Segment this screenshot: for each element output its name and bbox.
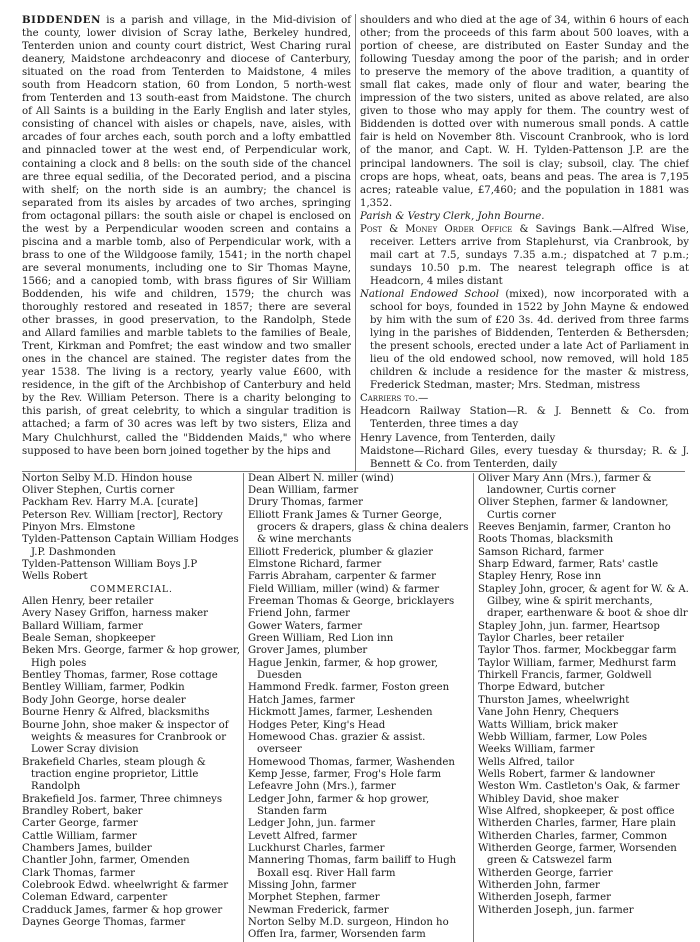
post-office-paragraph xyxy=(360,223,689,288)
directory-entry: Newman Frederick, farmer xyxy=(248,904,389,916)
directory-entry: Body John George, horse dealer xyxy=(22,694,186,706)
directory-entry: Drury Thomas, farmer xyxy=(248,497,363,509)
directory-entry: Witherden George, farmer, Worsenden green & Catswezel farm xyxy=(478,842,677,867)
directory-entry: Cradduck James, farmer & hop grower xyxy=(22,904,223,916)
carriers-heading: Carriers to.— xyxy=(360,393,429,405)
directory-entry: Beale Seman, shopkeeper xyxy=(22,633,156,645)
directory-entry: Allen Henry, beer retailer xyxy=(22,596,154,608)
directory-entry: Grover James, plumber xyxy=(248,645,368,657)
directory-entry: Watts William, brick maker xyxy=(478,719,618,731)
directory-entry: Coleman Edward, carpenter xyxy=(22,892,168,904)
directory-entry: Brakefield Jos. farmer, Three chimneys xyxy=(22,793,223,805)
directory-entry: Mannering Thomas, farm bailiff to Hugh Boxall esq. River Hall farm xyxy=(248,855,457,879)
directory-entry: Homewood Thomas, farmer, Washenden xyxy=(248,756,455,768)
directory-entry: Ledger John, farmer & hop grower, Standen farm xyxy=(248,793,430,817)
directory-entry: Chambers James, builder xyxy=(22,842,152,854)
directory-entry: Kemp Jesse, farmer, Frog's Hole farm xyxy=(248,768,442,780)
directory-entry: Hatch James, farmer xyxy=(248,694,355,706)
directory-entry: Hodges Peter, King's Head xyxy=(248,719,386,731)
directory-entry: Morphet Stephen, farmer xyxy=(248,892,380,904)
directory-entry: Wells Alfred, tailor xyxy=(478,756,575,768)
directory-entry: Peterson Rev. William [rector], Rectory xyxy=(22,509,223,521)
directory-entry: Cattle William, farmer xyxy=(22,830,137,842)
directory-entry: Field William, miller (wind) & farmer xyxy=(248,583,440,595)
directory-entry: Luckhurst Charles, farmer xyxy=(248,842,385,854)
directory-entry: Wise Alfred, shopkeeper, & post office xyxy=(478,805,675,817)
school-text: (mixed), now incorporated with a school for boys, founded in 1522 by John Mayne & endowed by him with the sum of £20 3s. 4d. derived from three farms lying in the parishes of Biddenden, Tenterden & Bethersden; the present schools, erected under a late Act of Parliament in lieu of the old endowed school, now removed, will hold 185 children & include a residence for the master & mistress, Frederick Stedman, master; Mrs. Stedman, mistress xyxy=(370,288,689,392)
directory-entry: Chantler John, farmer, Omenden xyxy=(22,855,190,867)
directory-entry: Vane John Henry, Chequers xyxy=(478,707,619,719)
directory-entry: Oliver Stephen, Curtis corner xyxy=(22,484,175,496)
directory-entry: Whibley David, shoe maker xyxy=(478,793,619,805)
directory-entry: Hague Jenkin, farmer, & hop grower, Duesden xyxy=(248,657,438,682)
directory-column-1 xyxy=(22,473,243,942)
directory-entry: Webb William, farmer, Low Poles xyxy=(478,731,648,743)
directory-entry: Brakefield Charles, steam plough & traction engine proprietor, Little Randolph xyxy=(22,756,206,793)
parish-name: BIDDENDEN xyxy=(22,14,101,26)
directory-entry: Dean Albert N. miller (wind) xyxy=(248,472,394,484)
directory-entry: Green William, Red Lion inn xyxy=(248,633,394,645)
directory-column-3 xyxy=(473,473,690,942)
directory-entry: Levett Alfred, farmer xyxy=(248,830,357,842)
directory-entry: Brandley Robert, baker xyxy=(22,805,143,817)
residents-directory xyxy=(22,472,689,942)
directory-entry: Witherden Charles, farmer, Hare plain xyxy=(478,818,676,830)
directory-entry: Taylor William, farmer, Medhurst farm xyxy=(478,657,677,669)
directory-entry: Thirkell Francis, farmer, Goldwell xyxy=(478,670,652,682)
directory-entry: Stapley John, jun. farmer, Heartsop xyxy=(478,620,660,632)
directory-entry: Witherden Charles, farmer, Common xyxy=(478,830,668,842)
directory-entry: Bourne John, shoe maker & inspector of weights & measures for Cranbrook or Lower Scray division xyxy=(22,719,229,756)
directory-entry: Witherden Joseph, jun. farmer xyxy=(478,904,634,916)
carrier-line: Henry Lavence, from Tenterden, daily xyxy=(360,432,556,444)
directory-entry: Norton Selby M.D. Hindon house xyxy=(22,472,193,484)
school-heading: National Endowed School xyxy=(360,288,499,300)
directory-entry: Sharp Edward, farmer, Rats' castle xyxy=(478,559,659,571)
directory-entry: Bentley Thomas, farmer, Rose cottage xyxy=(22,670,218,682)
directory-entry: Freeman Thomas & George, bricklayers xyxy=(248,596,455,608)
directory-entry: Clark Thomas, farmer xyxy=(22,867,135,879)
section-heading-commercial: COMMERCIAL. xyxy=(90,584,173,595)
directory-entry: Oliver Stephen, farmer & landowner, Curtis corner xyxy=(478,497,669,521)
directory-entry: Pinyon Mrs. Elmstone xyxy=(22,522,136,534)
description-right-column xyxy=(355,14,689,471)
directory-entry: Avery Nasey Griffon, harness maker xyxy=(22,608,208,620)
directory-entry: Stapley Henry, Rose inn xyxy=(478,571,602,583)
parish-clerk: Parish & Vestry Clerk, John Bourne. xyxy=(360,210,545,222)
carrier-line: Maidstone—Richard Giles, every tuesday & thursday; R. & J. Bennett & Co. from Tenterden, daily xyxy=(360,445,689,470)
directory-entry: Farris Abraham, carpenter & farmer xyxy=(248,571,436,583)
directory-entry: Elliott Frank James & Turner George, grocers & drapers, glass & china dealers & wine merchants xyxy=(248,509,469,546)
directory-entry: Dean William, farmer xyxy=(248,484,359,496)
parish-intro: is a parish and village, in the Mid-division of the county, lower division of Scray lathe, Berkeley hundred, Tenterden union and county court district, West Charing rural deanery, Maidstone archdeaconry and diocese of Canterbury, situated on the road from Tenterden to Maidstone, 4 miles south from Headcorn station, 60 from London, 5 north-west from Tenterden and 13 south-east from Maidstone. The church of All Saints is a building in the Early English and later styles, consisting of chancel with aisles or chapels, nave, aisles, with arcades of four arches each, south porch and a lofty embattled and pinnacled tower at the west end, of Perpendicular work, containing a clock and 8 bells: on the south side of the chancel are three equal sedilia, of the Decorated period, and a piscina with shelf; on the north side is an aumbry; the chancel is separated from its aisles by arcades of two arches, springing from octagonal pillars: the south aisle or chapel is enclosed on the west by a Perpendicular wooden screen and contains a piscina and a marble tomb, also of Perpendicular work, with a brass to one of the Wildgoose family, 1541; in the north chapel are several monuments, including one to Sir Thomas Mayne, 1566; and a canopied tomb, with brass figures of Sir William Boddenden, his wife and children, 1579; the church was thoroughly restored and reseated in 1857; there are several other brasses, in good preservation, to the Randolph, Stede and Allard families and marble tablets to the families of Beale, Trent, Kirkman and Pomfret; the east window and two smaller ones in the chancel are stained. The register dates from the year 1538. The living is a rectory, yearly value £600, with residence, in the gift of the Archbishop of Canterbury and held by the Rev. William Peterson. There is a charity belonging to this parish, of great celebrity, to which a singular tradition is attached; a farm of 30 acres was left by two sisters, Eliza and Mary Chulchhurst, called the "Biddenden Maids," who where supposed to have been born joined together by the hips and xyxy=(22,15,352,457)
directory-entry: Wells Robert, farmer & landowner xyxy=(478,768,655,780)
directory-entry: Thorpe Edward, butcher xyxy=(478,682,605,694)
directory-entry: Witherden Joseph, farmer xyxy=(478,892,611,904)
directory-entry: Stapley John, grocer, & agent for W. & A. Gilbey, wine & spirit merchants, draper, earthenware & boot & shoe dlr xyxy=(478,583,689,620)
directory-entry: Wells Robert xyxy=(22,571,88,583)
directory-entry: Hammond Fredk. farmer, Foston green xyxy=(248,682,450,694)
section-divider xyxy=(22,471,685,472)
directory-entry: Witherden John, farmer xyxy=(478,879,600,891)
directory-entry: Samson Richard, farmer xyxy=(478,546,604,558)
directory-entry: Bentley William, farmer, Podkin xyxy=(22,682,185,694)
post-office-heading: Post & Money Order Office xyxy=(360,223,513,235)
directory-entry: Taylor Charles, beer retailer xyxy=(478,633,624,645)
directory-entry: Witherden George, farrier xyxy=(478,867,613,879)
directory-entry: Daynes George Thomas, farmer xyxy=(22,917,186,929)
directory-column-2 xyxy=(243,473,473,942)
directory-entry: Elliott Frederick, plumber & glazier xyxy=(248,546,433,558)
directory-entry: Hickmott James, farmer, Leshenden xyxy=(248,707,433,719)
directory-entry: Elmstone Richard, farmer xyxy=(248,559,382,571)
directory-entry: Beken Mrs. George, farmer & hop grower, High poles xyxy=(22,645,240,669)
directory-entry: Carter George, farmer xyxy=(22,818,138,830)
directory-entry: Gower Waters, farmer xyxy=(248,620,363,632)
directory-entry: Taylor Thos. farmer, Mockbeggar farm xyxy=(478,645,677,657)
directory-entry: Homewood Chas. grazier & assist. overseer xyxy=(248,731,426,756)
parish-continued-text: shoulders and who died at the age of 34, within 6 hours of each other; from the proceeds of this farm about 500 loaves, with a portion of cheese, are distributed on Easter Sunday and the following Tuesday among the poor of the parish; and in order to preserve the memory of the above tradition, a quantity of small flat cakes, made only of flour and water, bearing the impression of the two sisters, united as above related, are also given to those who may apply for them. The country west of Biddenden is dotted over with numerous small ponds. A cattle fair is held on November 8th. Viscount Cranbrook, who is lord of the manor, and Capt. W. H. Tylden-Pattenson J.P. are the principal landowners. The soil is clay; subsoil, clay. The chief crops are hops, wheat, oats, beans and peas. The area is 7,195 acres; rateable value, £7,460; and the population in 1881 was 1,352. xyxy=(360,15,689,209)
directory-entry: Tylden-Pattenson Captain William Hodges J.P. Dashmonden xyxy=(22,534,239,558)
directory-entry: Lefeavre John (Mrs.), farmer xyxy=(248,781,396,793)
directory-entry: Weston Wm. Castleton's Oak, & farmer xyxy=(478,781,680,793)
post-office-text: & Savings Bank.—Alfred Wise, receiver. Letters arrive from Staplehurst, via Cranbrook, by mail cart at 7.5, sundays 7.35 a.m.; dispatched at 7 p.m.; sundays 10.50 p.m. The nearest telegraph office is at Headcorn, 4 miles distant xyxy=(370,223,689,287)
directory-entry: Missing John, farmer xyxy=(248,879,357,891)
directory-entry: Packham Rev. Harry M.A. [curate] xyxy=(22,497,198,509)
directory-entry: Offen Ira, farmer, Worsenden farm xyxy=(248,929,426,941)
carrier-line: Headcorn Railway Station—R. & J. Bennett & Co. from Tenterden, three times a day xyxy=(360,406,689,431)
directory-entry: Tylden-Pattenson William Boys J.P xyxy=(22,559,198,571)
directory-entry: Norton Selby M.D. surgeon, Hindon ho xyxy=(248,917,449,929)
directory-entry: Friend John, farmer xyxy=(248,608,351,620)
school-paragraph xyxy=(360,288,689,392)
description-left-column xyxy=(22,14,355,471)
directory-entry: Roots Thomas, blacksmith xyxy=(478,534,614,546)
directory-entry: Oliver Mary Ann (Mrs.), farmer & landowner, Curtis corner xyxy=(478,472,652,496)
directory-entry: Reeves Benjamin, farmer, Cranton ho xyxy=(478,522,671,534)
parish-description xyxy=(22,14,689,471)
directory-entry: Ballard William, farmer xyxy=(22,620,143,632)
directory-entry: Colebrook Edwd. wheelwright & farmer xyxy=(22,879,229,891)
directory-entry: Bourne Henry & Alfred, blacksmiths xyxy=(22,707,210,719)
directory-entry: Thurston James, wheelwright xyxy=(478,694,630,706)
directory-entry: Ledger John, jun. farmer xyxy=(248,818,376,830)
directory-entry: Weeks William, farmer xyxy=(478,744,595,756)
directory-page xyxy=(22,14,689,942)
